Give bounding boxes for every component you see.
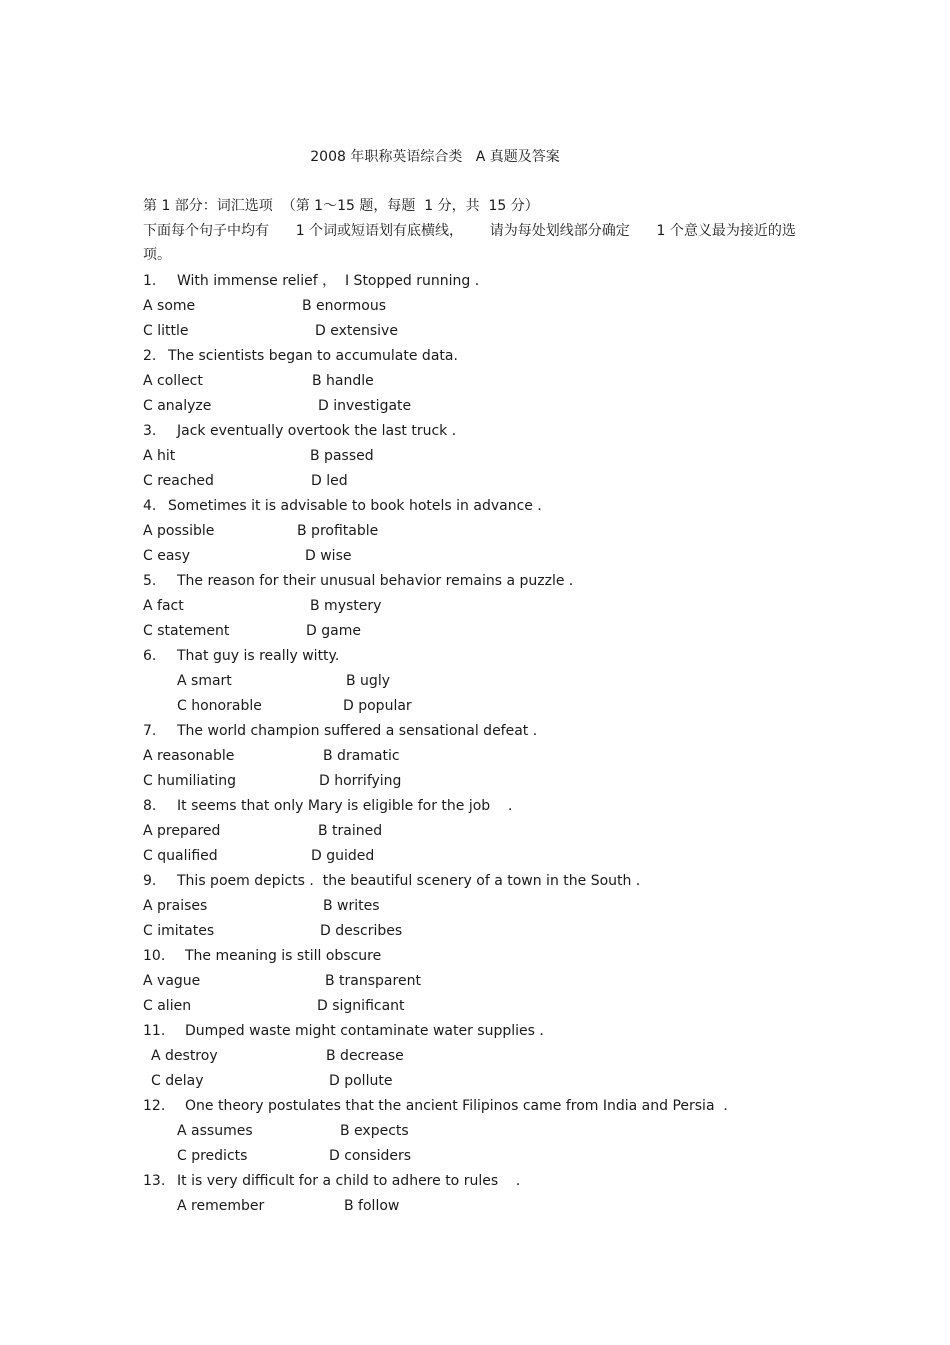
option-b: B profitable: [297, 523, 379, 539]
question-number: 10.: [143, 948, 166, 964]
question-text: The world champion suffered a sensational defeat .: [177, 723, 538, 739]
option-row: [143, 697, 843, 722]
option-row: [143, 922, 843, 947]
question-number: 13.: [143, 1173, 166, 1189]
option-row: [143, 447, 843, 472]
option-d: D guided: [311, 848, 375, 864]
section-heading: 第 1 部分：词汇选项 （第 1～15 题，每题 1 分，共 15 分）: [143, 198, 539, 214]
option-d: D wise: [305, 548, 352, 564]
option-a: A praises: [143, 898, 208, 914]
option-a: A hit: [143, 448, 176, 464]
option-row: [143, 1197, 843, 1222]
question-text: The reason for their unusual behavior remains a puzzle ．: [177, 573, 583, 589]
option-b: B expects: [340, 1123, 409, 1139]
option-d: D popular: [343, 698, 412, 714]
option-row: [143, 472, 843, 497]
option-a: A assumes: [177, 1123, 253, 1139]
question-9: [143, 872, 843, 897]
option-row: [143, 597, 843, 622]
question-number: 3.: [143, 423, 157, 439]
question-number: 2.: [143, 348, 157, 364]
question-6: [143, 647, 843, 672]
question-number: 1.: [143, 273, 157, 289]
option-row: [143, 972, 843, 997]
option-a: A remember: [177, 1198, 265, 1214]
option-c: C analyze: [143, 398, 212, 414]
question-text: Dumped waste might contaminate water supplies ．: [185, 1023, 554, 1039]
option-d: D describes: [320, 923, 403, 939]
question-7: [143, 722, 843, 747]
question-10: [143, 947, 843, 972]
question-text: Jack eventually overtook the last truck ．: [177, 423, 466, 439]
page-title: 2008 年职称英语综合类 A 真题及答案: [310, 149, 560, 165]
option-row: [143, 847, 843, 872]
option-a: A reasonable: [143, 748, 235, 764]
option-c: C humiliating: [143, 773, 236, 789]
option-c: C statement: [143, 623, 230, 639]
question-text: It seems that only Mary is eligible for the job .: [177, 798, 513, 814]
question-5: [143, 572, 843, 597]
option-row: [143, 622, 843, 647]
option-row: [143, 672, 843, 697]
option-d: D pollute: [329, 1073, 393, 1089]
option-b: B dramatic: [323, 748, 400, 764]
question-text: With immense relief ， I Stopped running .: [177, 273, 480, 289]
question-text: The meaning is still obscure: [185, 948, 382, 964]
option-c: C imitates: [143, 923, 215, 939]
option-c: C predicts: [177, 1148, 248, 1164]
question-1: [143, 272, 843, 297]
question-number: 8.: [143, 798, 157, 814]
option-d: D significant: [317, 998, 405, 1014]
question-13: [143, 1172, 843, 1197]
option-c: C little: [143, 323, 189, 339]
option-row: [143, 997, 843, 1022]
option-row: [143, 1122, 843, 1147]
question-number: 12.: [143, 1098, 166, 1114]
option-b: B ugly: [346, 673, 390, 689]
option-a: A collect: [143, 373, 203, 389]
question-number: 7.: [143, 723, 157, 739]
option-d: D investigate: [318, 398, 412, 414]
question-text: Sometimes it is advisable to book hotels in advance ．: [168, 498, 552, 514]
option-b: B decrease: [326, 1048, 404, 1064]
question-number: 4.: [143, 498, 157, 514]
option-row: [143, 772, 843, 797]
question-list: [143, 272, 843, 1222]
question-number: 5.: [143, 573, 157, 589]
option-c: C alien: [143, 998, 192, 1014]
option-a: A vague: [143, 973, 201, 989]
option-b: B passed: [310, 448, 374, 464]
option-row: [143, 747, 843, 772]
question-number: 9.: [143, 873, 157, 889]
option-a: A possible: [143, 523, 215, 539]
question-11: [143, 1022, 843, 1047]
question-number: 11.: [143, 1023, 166, 1039]
option-b: B enormous: [302, 298, 386, 314]
option-c: C honorable: [177, 698, 262, 714]
option-a: A prepared: [143, 823, 221, 839]
option-b: B mystery: [310, 598, 382, 614]
option-row: [143, 522, 843, 547]
question-3: [143, 422, 843, 447]
option-row: [143, 822, 843, 847]
option-row: [143, 1147, 843, 1172]
option-a: A fact: [143, 598, 184, 614]
option-row: [143, 1072, 843, 1097]
option-row: [143, 547, 843, 572]
question-text: That guy is really witty.: [177, 648, 340, 664]
option-d: D extensive: [315, 323, 398, 339]
option-d: D horrifying: [319, 773, 402, 789]
option-b: B handle: [312, 373, 374, 389]
question-text: The scientists began to accumulate data.: [168, 348, 458, 364]
option-c: C reached: [143, 473, 214, 489]
option-row: [143, 322, 843, 347]
option-row: [143, 1047, 843, 1072]
question-text: This poem depicts . the beautiful scenery of a town in the South ．: [177, 873, 650, 889]
instructions: 下面每个句子中均有 1 个词或短语划有底横线， 请为每处划线部分确定 1 个意义最为接近的选项。: [143, 223, 796, 263]
option-a: A smart: [177, 673, 232, 689]
option-b: B writes: [323, 898, 380, 914]
question-8: [143, 797, 843, 822]
option-row: [143, 897, 843, 922]
option-b: B trained: [318, 823, 383, 839]
option-d: D considers: [329, 1148, 412, 1164]
option-a: A some: [143, 298, 196, 314]
question-text: It is very difficult for a child to adhere to rules ．: [177, 1173, 530, 1189]
option-a: A destroy: [151, 1048, 218, 1064]
question-number: 6.: [143, 648, 157, 664]
option-c: C delay: [151, 1073, 204, 1089]
question-4: [143, 497, 843, 522]
question-2: [143, 347, 843, 372]
option-row: [143, 372, 843, 397]
option-b: B transparent: [325, 973, 421, 989]
option-row: [143, 297, 843, 322]
option-d: D led: [311, 473, 348, 489]
option-b: B follow: [344, 1198, 400, 1214]
option-c: C easy: [143, 548, 190, 564]
option-d: D game: [306, 623, 361, 639]
option-c: C qualified: [143, 848, 218, 864]
option-row: [143, 397, 843, 422]
question-text: One theory postulates that the ancient Filipinos came from India and Persia ．: [185, 1098, 738, 1114]
question-12: [143, 1097, 843, 1122]
